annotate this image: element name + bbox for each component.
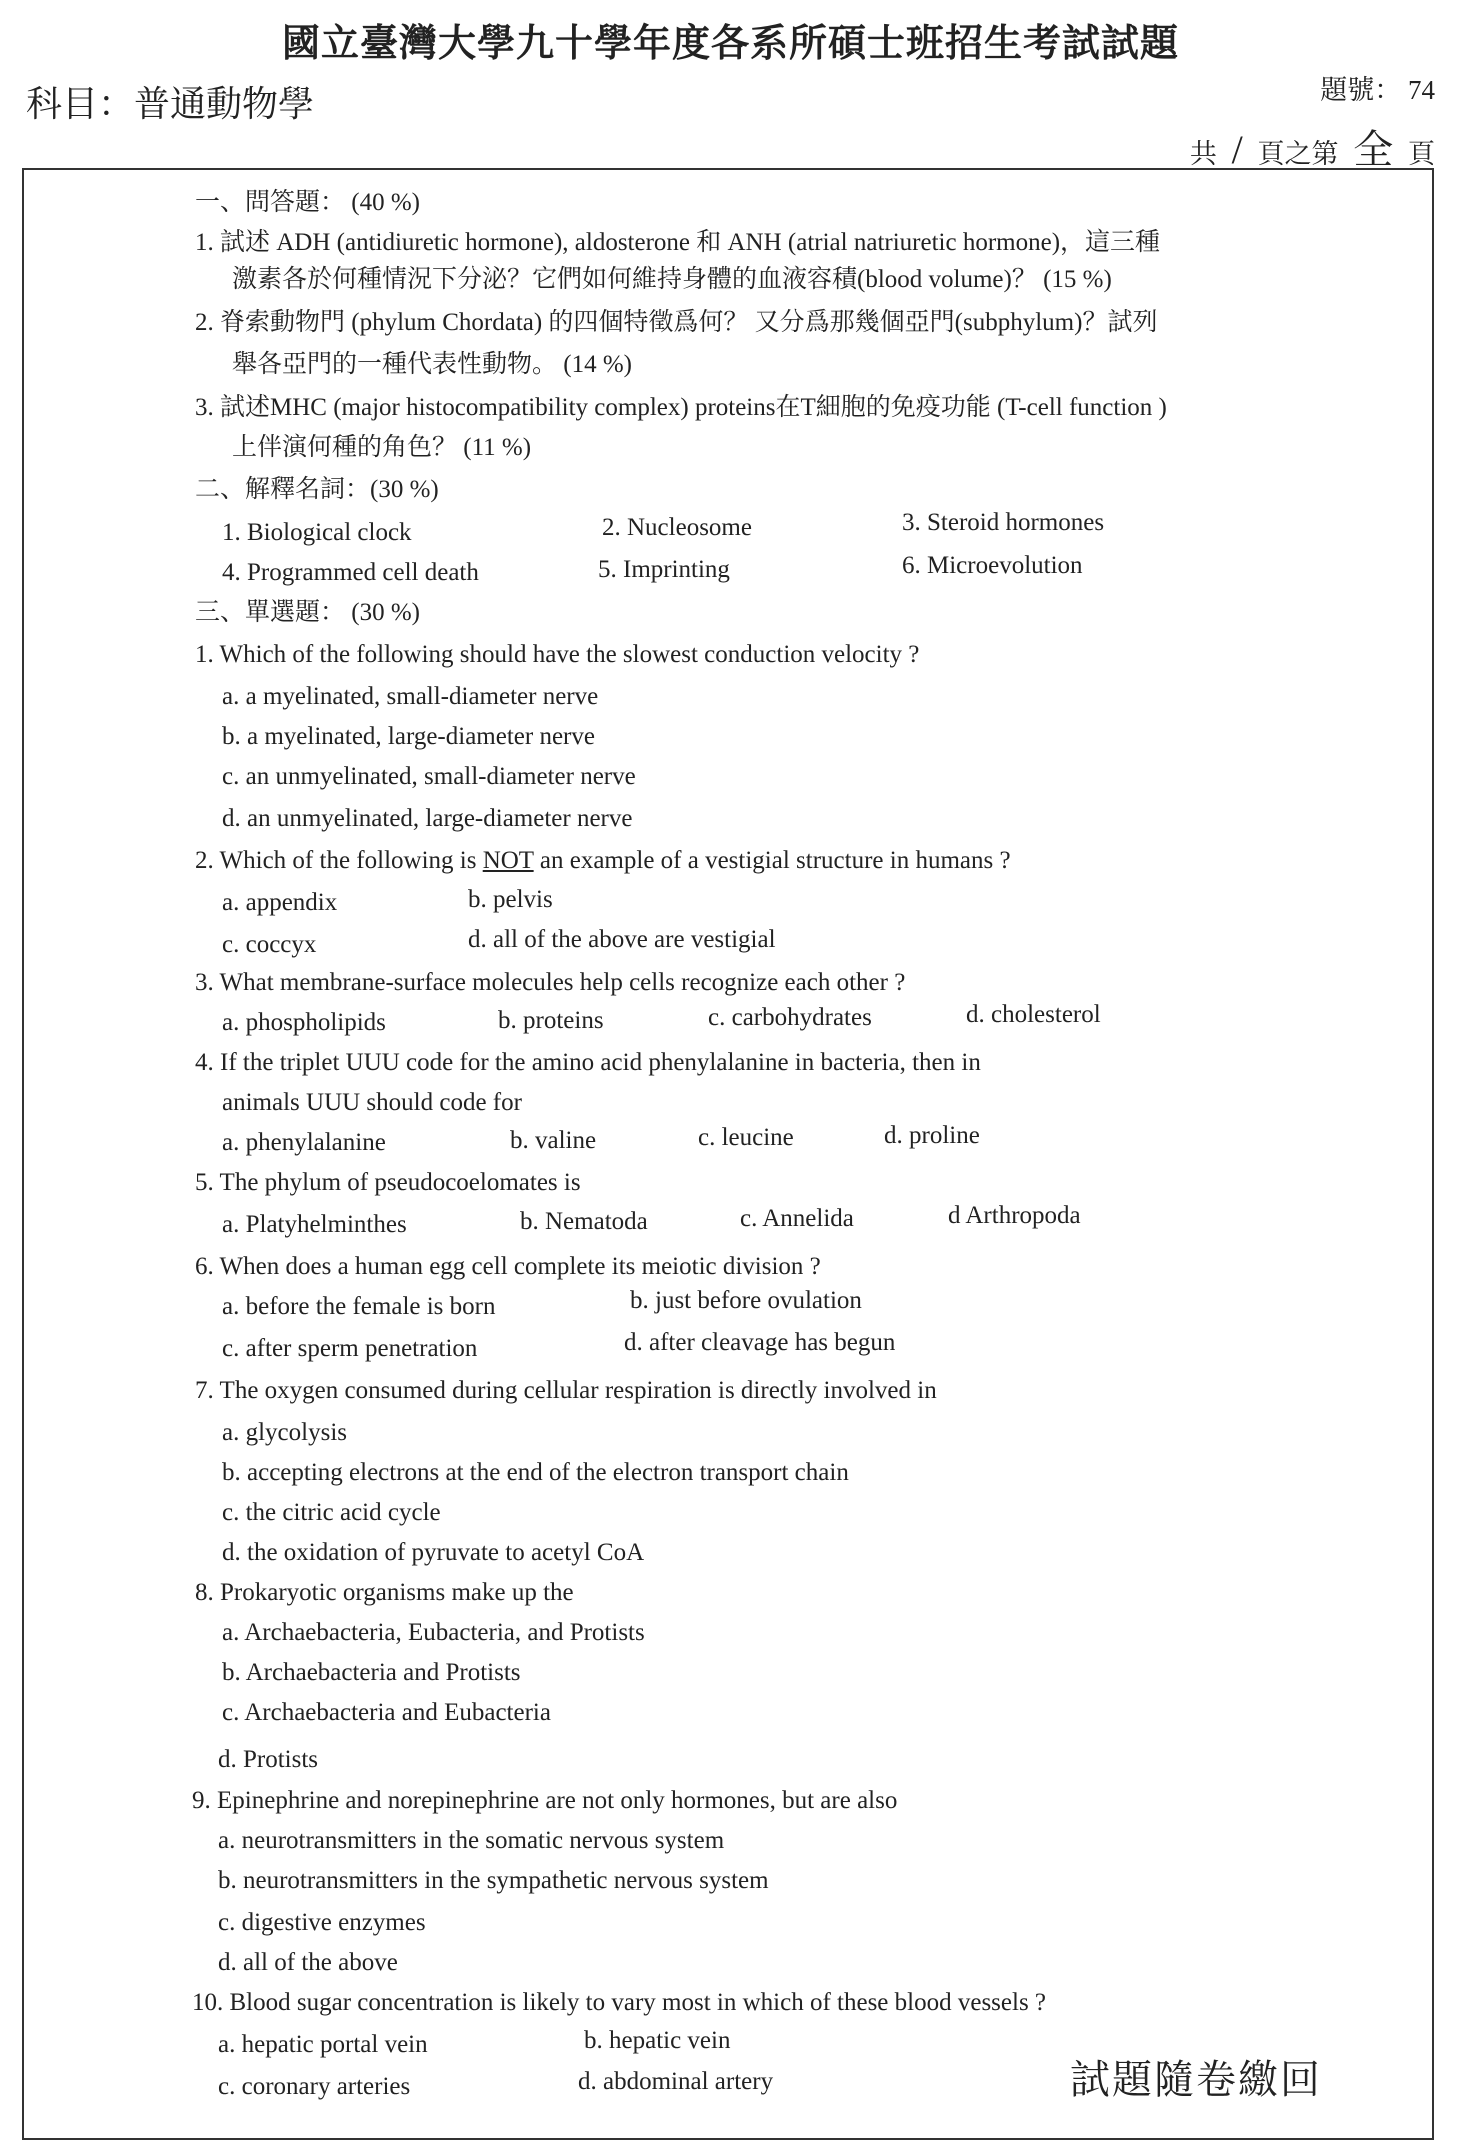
mc9-option-b: b. neurotransmitters in the sympathetic nervous system — [218, 1867, 769, 1894]
mc5-stem: 5. The phylum of pseudocoelomates is — [195, 1169, 581, 1196]
mc1-option-b: b. a myelinated, large-diameter nerve — [222, 723, 595, 750]
mc4-stem-line1: 4. If the triplet UUU code for the amino acid phenylalanine in bacteria, then in — [195, 1049, 981, 1076]
mc4-option-a: a. phenylalanine — [222, 1129, 386, 1156]
term-3: 3. Steroid hormones — [902, 509, 1105, 536]
mc1-option-a: a. a myelinated, small-diameter nerve — [222, 683, 599, 710]
mc1-option-c: c. an unmyelinated, small-diameter nerve — [222, 763, 636, 790]
pages-total: / — [1231, 127, 1243, 172]
mc2-option-d: d. all of the above are vestigial — [468, 926, 776, 953]
mc4-option-c: c. leucine — [698, 1124, 794, 1151]
mc7-option-d: d. the oxidation of pyruvate to acetyl CoA — [222, 1539, 645, 1566]
mc2-option-c: c. coccyx — [222, 931, 317, 958]
mc2-stem-post: an example of a vestigial structure in humans ? — [533, 847, 1011, 874]
mc10-option-d: d. abdominal artery — [578, 2068, 774, 2095]
mc8-option-a: a. Archaebacteria, Eubacteria, and Protists — [222, 1619, 645, 1646]
mc6-option-d: d. after cleavage has begun — [624, 1329, 896, 1356]
mc9-option-d: d. all of the above — [218, 1949, 398, 1976]
mc3-option-d: d. cholesterol — [966, 1001, 1101, 1028]
mc2-option-b: b. pelvis — [468, 886, 553, 913]
mc8-option-b: b. Archaebacteria and Protists — [222, 1659, 521, 1686]
mc10-option-c: c. coronary arteries — [218, 2073, 411, 2100]
mc6-option-a: a. before the female is born — [222, 1293, 496, 1320]
mc9-option-a: a. neurotransmitters in the somatic nervous system — [218, 1827, 725, 1854]
mc8-option-d: d. Protists — [218, 1746, 319, 1773]
sec1-q2-line1: 2. 脊索動物門 (phylum Chordata) 的四個特徵爲何？ 又分爲那幾個亞門(subphylum)？試列 — [195, 309, 1158, 336]
mc2-stem — [195, 846, 1011, 876]
mc5-option-b: b. Nematoda — [520, 1208, 648, 1235]
mc4-stem-line2: animals UUU should code for — [222, 1089, 522, 1116]
pages-prefix: 共 — [1189, 139, 1217, 169]
mc9-stem: 9. Epinephrine and norepinephrine are not only hormones, but are also — [192, 1787, 898, 1814]
pages-mid: 頁之第 — [1257, 139, 1339, 169]
mc5-option-c: c. Annelida — [740, 1205, 854, 1232]
pages-current: 全 — [1353, 127, 1394, 172]
mc2-option-a: a. appendix — [222, 889, 338, 916]
section-1-heading: 一、問答題： (40 %) — [195, 189, 420, 216]
mc2-stem-pre: 2. Which of the following is — [195, 847, 483, 874]
sec1-q3-line2: 上伴演何種的角色？ (11 %) — [232, 434, 532, 461]
mc7-stem: 7. The oxygen consumed during cellular respiration is directly involved in — [195, 1377, 937, 1404]
mc4-option-b: b. valine — [510, 1127, 597, 1154]
mc10-option-a: a. hepatic portal vein — [218, 2031, 428, 2058]
mc6-stem: 6. When does a human egg cell complete its meiotic division ? — [195, 1253, 821, 1280]
exam-title: 國立臺灣大學九十學年度各系所碩士班招生考試試題 — [281, 23, 1179, 65]
question-number: 題號： 74 — [1320, 75, 1435, 105]
term-1: 1. Biological clock — [222, 519, 412, 546]
section-3-heading: 三、單選題： (30 %) — [195, 599, 420, 626]
mc10-stem: 10. Blood sugar concentration is likely to vary most in which of these blood vessels ? — [192, 1989, 1047, 2016]
sec1-q1-line1: 1. 試述 ADH (antidiuretic hormone), aldosterone 和 ANH (atrial natriuretic hormone)，這三種 — [195, 229, 1161, 256]
subject-label: 科目：普通動物學 — [26, 84, 315, 124]
mc8-stem: 8. Prokaryotic organisms make up the — [195, 1579, 574, 1606]
mc7-option-b: b. accepting electrons at the end of the electron transport chain — [222, 1459, 849, 1486]
mc7-option-c: c. the citric acid cycle — [222, 1499, 441, 1526]
mc7-option-a: a. glycolysis — [222, 1419, 347, 1446]
mc8-option-c: c. Archaebacteria and Eubacteria — [222, 1699, 551, 1726]
mc3-option-a: a. phospholipids — [222, 1009, 386, 1036]
mc6-option-b: b. just before ovulation — [630, 1287, 862, 1314]
mc1-option-d: d. an unmyelinated, large-diameter nerve — [222, 805, 633, 832]
return-with-paper-stamp: 試題隨卷繳回 — [1070, 2057, 1322, 2102]
sec1-q1-line2: 激素各於何種情況下分泌？它們如何維持身體的血液容積(blood volume)？ (15 %) — [232, 266, 1112, 293]
term-5: 5. Imprinting — [598, 556, 730, 583]
term-2: 2. Nucleosome — [602, 514, 752, 541]
term-6: 6. Microevolution — [902, 552, 1083, 579]
sec1-q3-line1: 3. 試述MHC (major histocompatibility complex) proteins在T細胞的免疫功能 (T-cell function ) — [195, 394, 1167, 421]
mc6-option-c: c. after sperm penetration — [222, 1335, 478, 1362]
sec1-q2-line2: 舉各亞門的一種代表性動物。 (14 %) — [232, 351, 632, 378]
mc4-option-d: d. proline — [884, 1122, 980, 1149]
section-2-heading: 二、解釋名詞：(30 %) — [195, 476, 439, 503]
mc3-option-c: c. carbohydrates — [708, 1004, 872, 1031]
mc1-stem: 1. Which of the following should have the slowest conduction velocity ? — [195, 641, 920, 668]
page-indicator — [1190, 118, 1435, 175]
term-4: 4. Programmed cell death — [222, 559, 479, 586]
pages-suffix: 頁 — [1408, 139, 1435, 169]
mc3-stem: 3. What membrane-surface molecules help cells recognize each other ? — [195, 969, 906, 996]
mc9-option-c: c. digestive enzymes — [218, 1909, 426, 1936]
mc5-option-a: a. Platyhelminthes — [222, 1211, 407, 1238]
mc5-option-d: d Arthropoda — [948, 1202, 1081, 1229]
mc10-option-b: b. hepatic vein — [584, 2027, 731, 2054]
mc2-stem-not: NOT — [482, 847, 534, 874]
mc3-option-b: b. proteins — [498, 1007, 604, 1034]
